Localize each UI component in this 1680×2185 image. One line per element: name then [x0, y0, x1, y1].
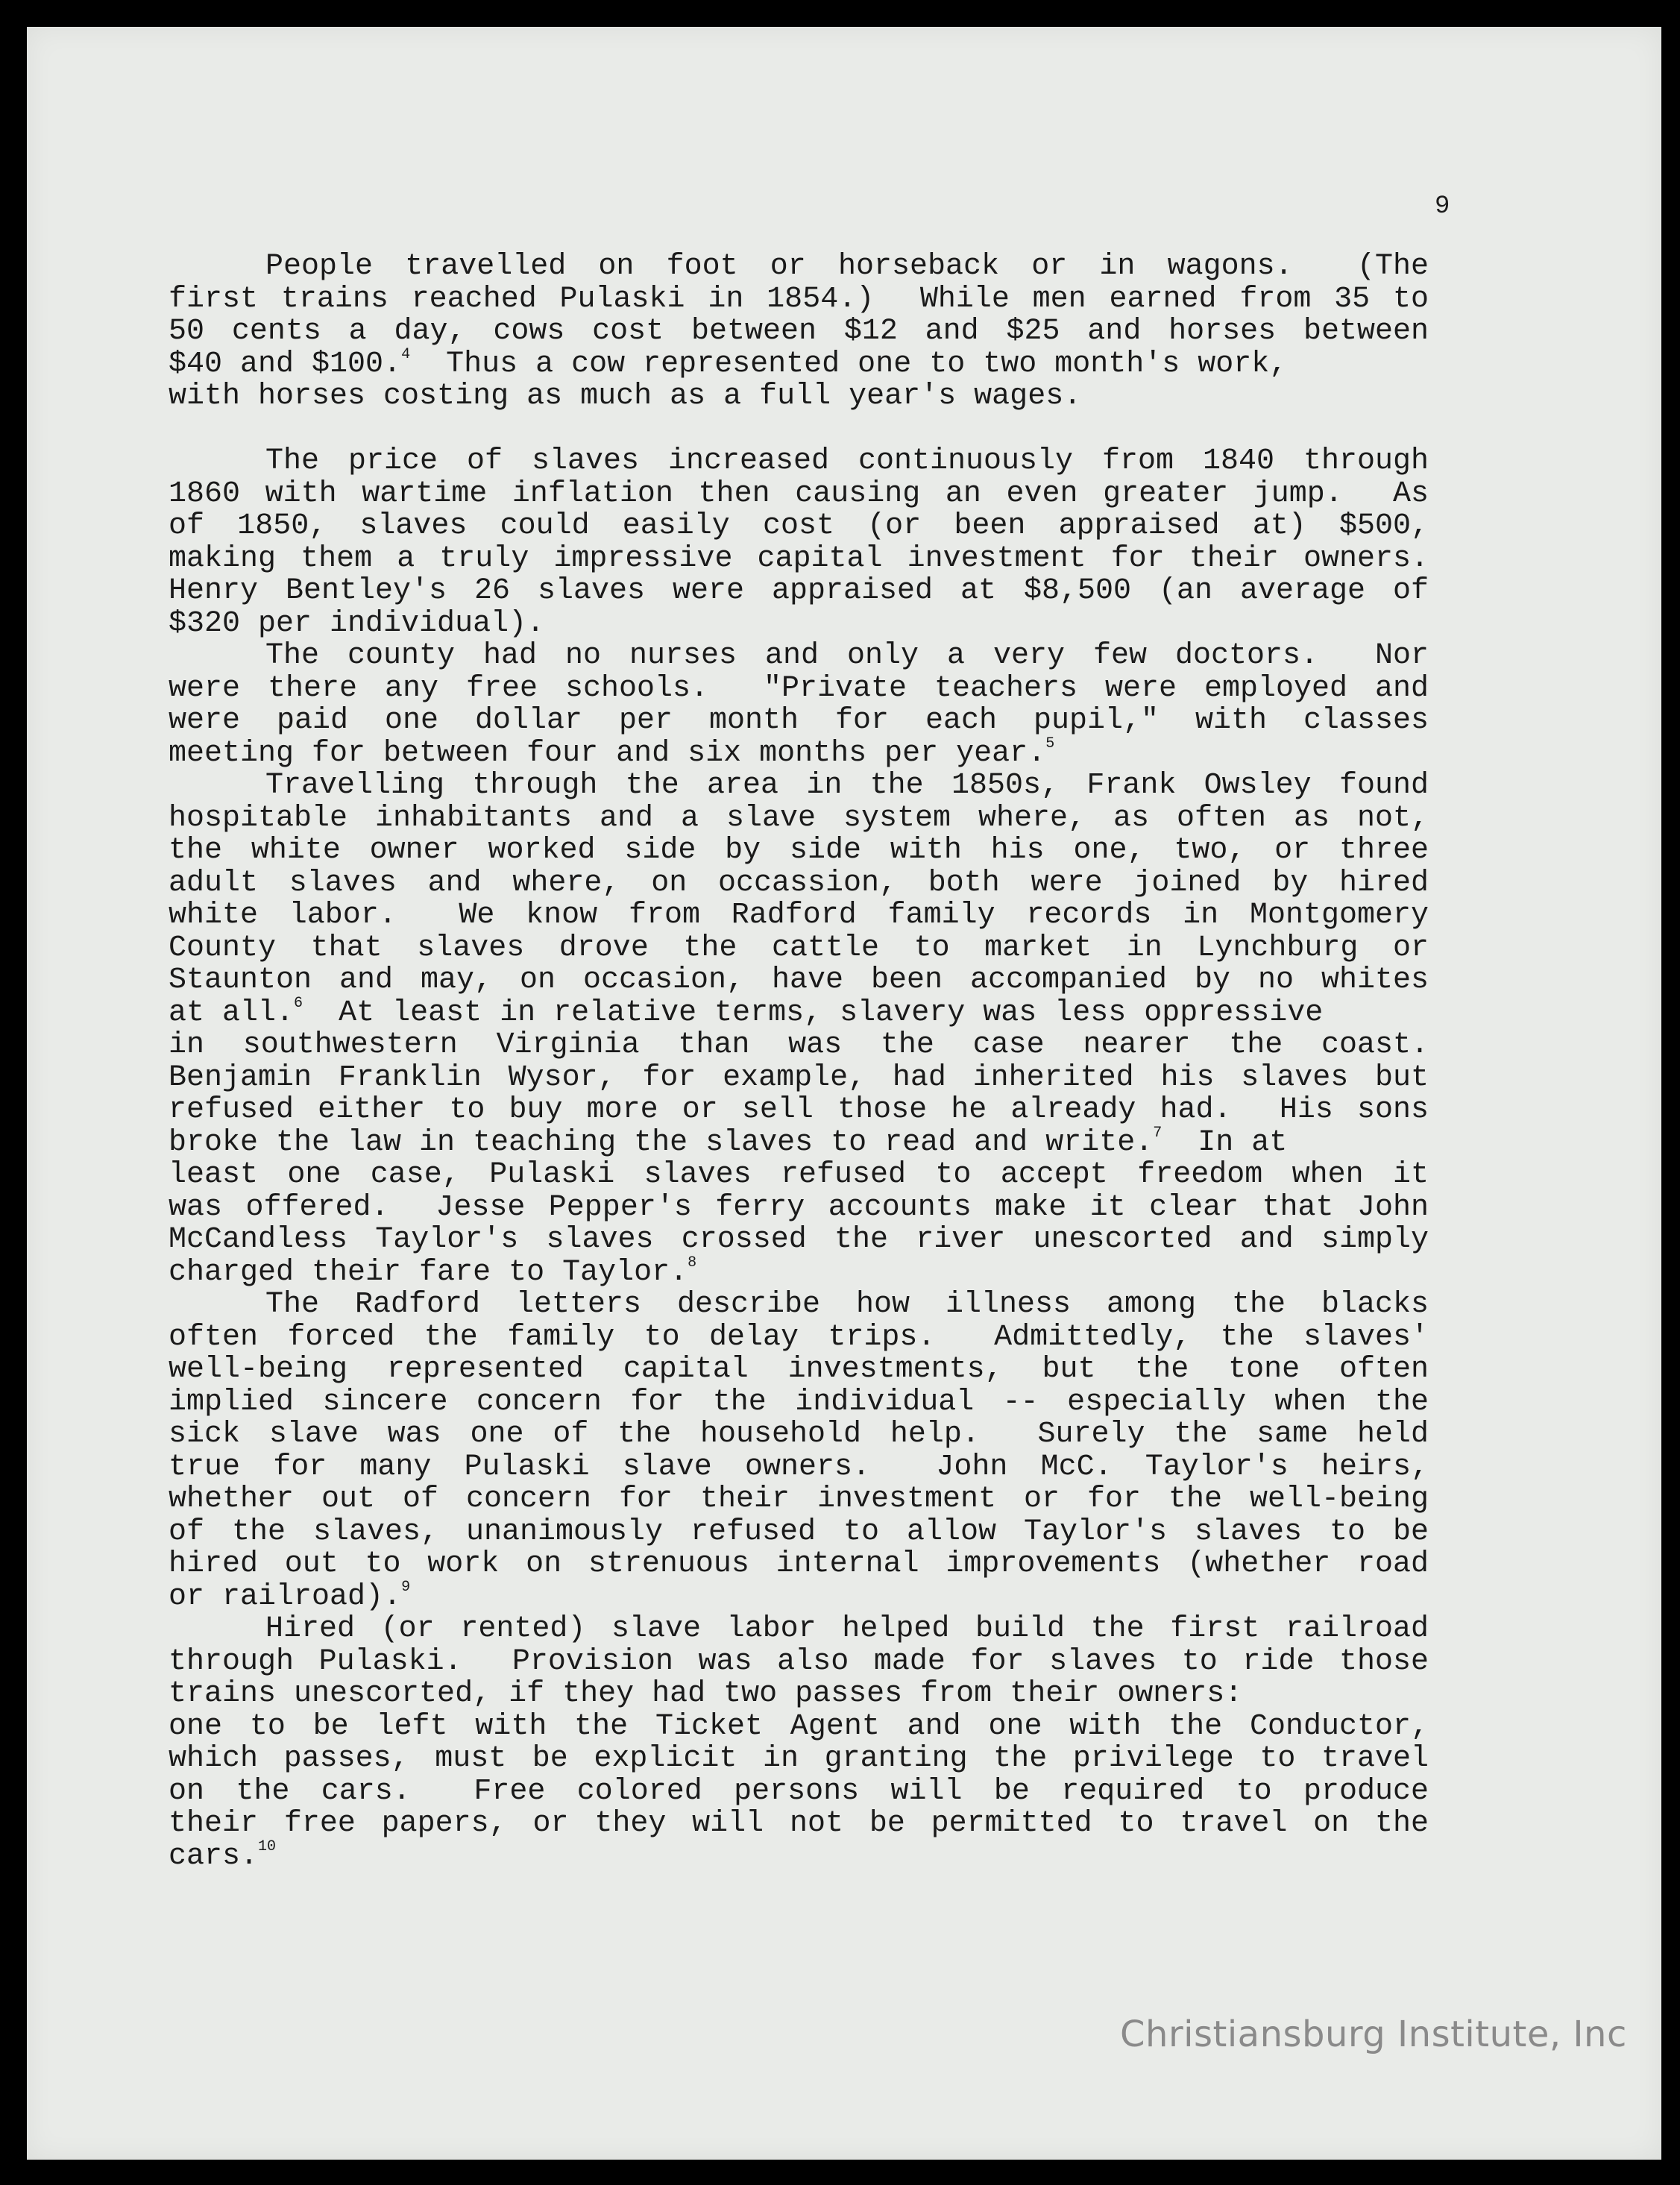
text-run: Thus a cow represented one to two month's work,	[446, 347, 1288, 381]
footnote-ref: 9	[401, 1578, 411, 1596]
text-line: were paid one dollar per month for each pupil," with classes	[169, 704, 1429, 738]
text-line: trains unescorted, if they had two passes from their owners:	[169, 1677, 1243, 1711]
quote-line: one to be left with the Ticket Agent and one with the Conductor,	[169, 1709, 1429, 1744]
text-line: adult slaves and where, on occassion, both were joined by hired	[169, 866, 1429, 900]
text-line: $320 per individual).	[169, 606, 545, 641]
text-line: the white owner worked side by side with his one, two, or three	[169, 834, 1429, 867]
document-body	[169, 251, 1429, 1873]
text-line: hospitable inhabitants and a slave system where, as often as not,	[169, 801, 1429, 835]
text-line: sick slave was one of the household help. Surely the same held	[169, 1418, 1429, 1451]
footnote-ref: 6	[294, 994, 303, 1012]
footnote-ref: 4	[401, 345, 411, 363]
quote-line	[169, 1837, 1429, 1873]
text-run: at all.	[169, 996, 295, 1030]
text-line	[169, 1254, 1429, 1289]
text-line	[169, 1124, 1429, 1160]
text-line: in southwestern Virginia than was the case nearer the coast.	[169, 1028, 1429, 1062]
text-line: white labor. We know from Radford family records in Montgomery	[169, 899, 1429, 932]
text-run: In at	[1198, 1125, 1288, 1160]
text-run: $40 and $100.	[169, 347, 402, 381]
quote-line: which passes, must be explicit in granting the privilege to travel	[169, 1742, 1429, 1776]
text-line: of 1850, slaves could easily cost (or been appraised at) $500,	[169, 509, 1429, 543]
text-line: 1860 with wartime inflation then causing an even greater jump. As	[169, 477, 1429, 511]
text-line: true for many Pulaski slave owners. John McC. Taylor's heirs,	[169, 1450, 1429, 1484]
text-line	[169, 1578, 1429, 1614]
text-line: making them a truly impressive capital investment for their owners.	[169, 541, 1429, 576]
footnote-ref: 10	[258, 1837, 277, 1855]
text-line: Travelling through the area in the 1850s, Frank Owsley found	[265, 769, 1429, 802]
quote-line: on the cars. Free colored persons will be required to produce	[169, 1774, 1429, 1808]
page-number: 9	[1435, 192, 1450, 221]
text-line: refused either to buy more or sell those he already had. His sons	[169, 1093, 1429, 1127]
text-line: least one case, Pulaski slaves refused to accept freedom when it	[169, 1158, 1429, 1192]
text-line: The county had no nurses and only a very few doctors. Nor	[265, 639, 1429, 673]
text-run: cars.	[169, 1839, 259, 1873]
text-line: were there any free schools. "Private teachers were employed and	[169, 671, 1429, 705]
text-line: whether out of concern for their investment or for the well-being	[169, 1483, 1429, 1516]
text-line: 50 cents a day, cows cost between $12 and $25 and horses between	[169, 315, 1429, 348]
text-line	[169, 994, 1429, 1030]
text-run: or railroad).	[169, 1579, 402, 1614]
text-line: of the slaves, unanimously refused to allow Taylor's slaves to be	[169, 1515, 1429, 1549]
footnote-ref: 8	[688, 1254, 697, 1271]
text-line: well-being represented capital investments, but the tone often	[169, 1353, 1429, 1386]
text-line: County that slaves drove the cattle to market in Lynchburg or	[169, 931, 1429, 965]
text-line: Hired (or rented) slave labor helped build the first railroad	[265, 1612, 1429, 1646]
text-line: People travelled on foot or horseback or in wagons. (The	[265, 250, 1429, 283]
text-line: implied sincere concern for the individual -- especially when the	[169, 1385, 1429, 1419]
text-line: hired out to work on strenuous internal improvements (whether road	[169, 1547, 1429, 1581]
text-line: first trains reached Pulaski in 1854.) While men earned from 35 to	[169, 282, 1429, 316]
quote-line: their free papers, or they will not be permitted to travel on the	[169, 1807, 1429, 1840]
text-line	[169, 345, 1429, 381]
text-line: with horses costing as much as a full year's wages.	[169, 380, 1082, 413]
text-line: The price of slaves increased continuously from 1840 through	[265, 444, 1429, 478]
footnote-ref: 7	[1153, 1124, 1163, 1142]
footnote-ref: 5	[1045, 735, 1055, 752]
text-line: often forced the family to delay trips. Admittedly, the slaves'	[169, 1320, 1429, 1354]
text-line: Henry Bentley's 26 slaves were appraised at $8,500 (an average of	[169, 574, 1429, 608]
text-line	[169, 735, 1429, 770]
text-run: charged their fare to Taylor.	[169, 1255, 688, 1289]
text-run: broke the law in teaching the slaves to read and write.	[169, 1125, 1154, 1160]
text-line: Benjamin Franklin Wysor, for example, had inherited his slaves but	[169, 1060, 1429, 1095]
watermark: Christiansburg Institute, Inc	[1120, 2013, 1627, 2055]
text-line: through Pulaski. Provision was also made for slaves to ride those	[169, 1644, 1429, 1679]
text-run: At least in relative terms, slavery was less oppressive	[339, 996, 1324, 1030]
text-line: Staunton and may, on occasion, have been accompanied by no whites	[169, 963, 1429, 997]
paragraph-gap	[169, 413, 1429, 446]
text-line: The Radford letters describe how illness among the blacks	[265, 1288, 1429, 1321]
text-line: McCandless Taylor's slaves crossed the river unescorted and simply	[169, 1223, 1429, 1257]
text-line: was offered. Jesse Pepper's ferry accounts make it clear that John	[169, 1190, 1429, 1224]
text-run: meeting for between four and six months per year.	[169, 736, 1046, 770]
